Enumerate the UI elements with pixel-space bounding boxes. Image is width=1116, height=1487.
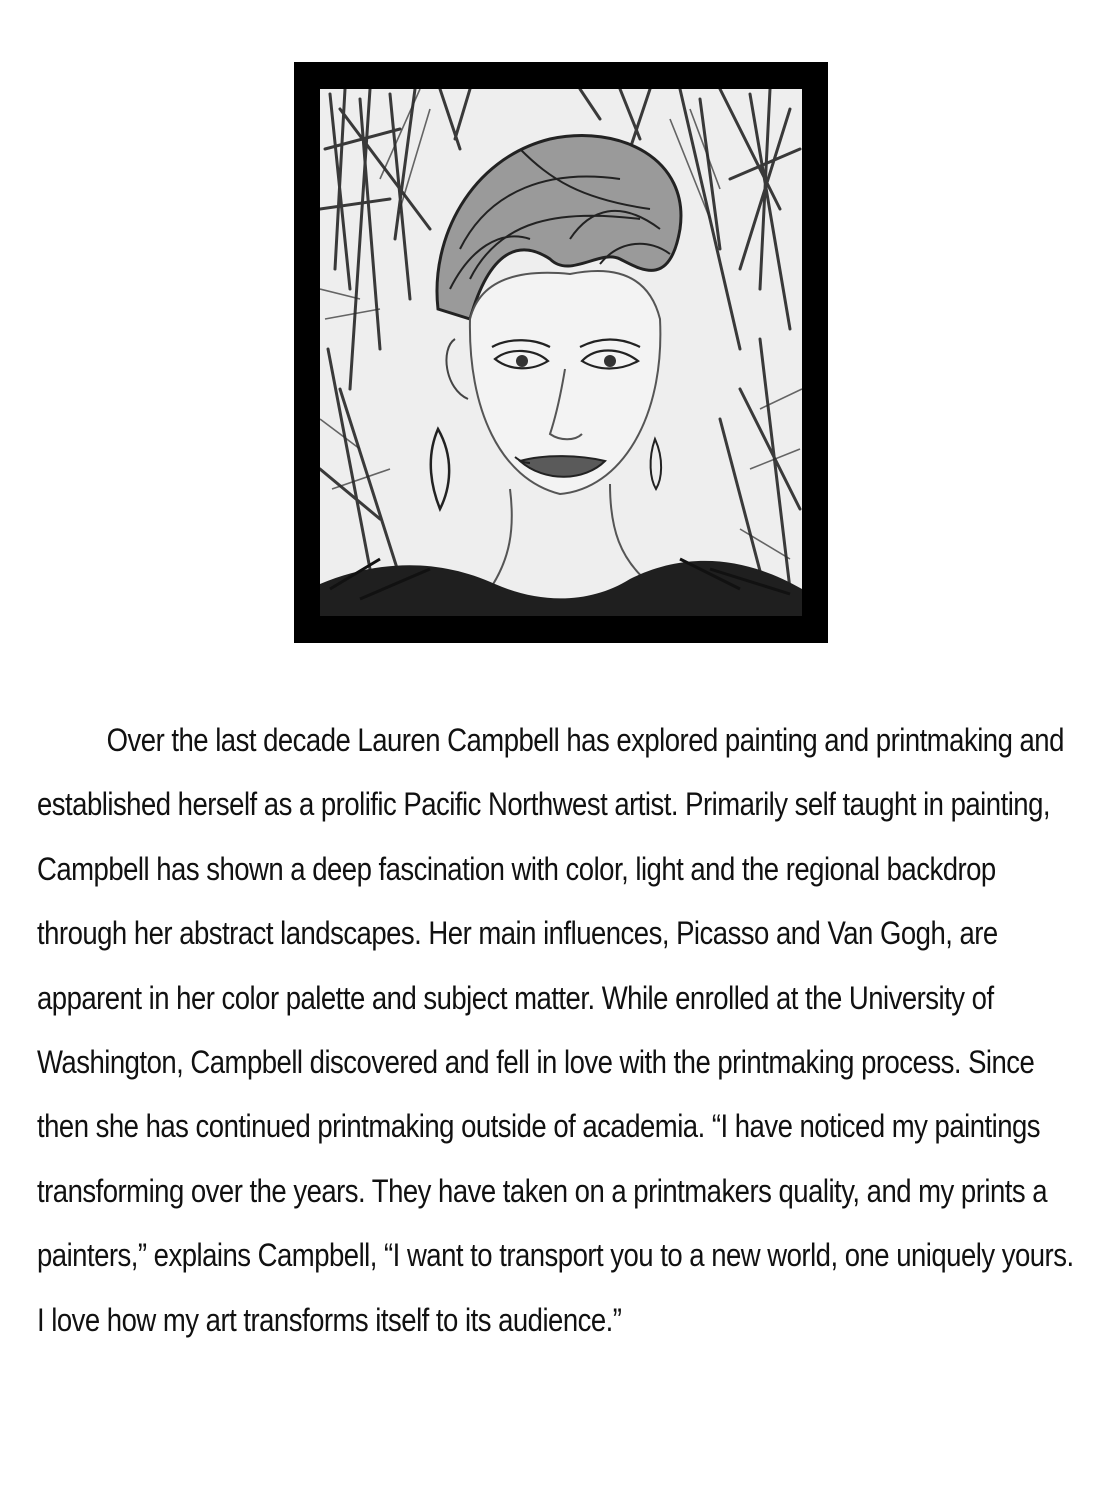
portrait-frame: [294, 62, 828, 643]
charcoal-portrait-drawing: [320, 89, 802, 616]
artist-bio-paragraph: Over the last decade Lauren Campbell has explored painting and printmaking and established herself as a prolific Pacific Northwest artist. Primarily self taught in painting, Campbell has shown a deep fascination with color, light and the regional backdrop through her abstract landscapes. Her main influences, Picasso and Van Gogh, are apparent in her color palette and subject matter. While enrolled at the University of Washington, Campbell discovered and fell in love with the printmaking process. Since then she has continued printmaking outside of academia. “I have noticed my paintings transforming over the years. They have taken on a printmakers quality, and my prints a painters,” explains Campbell, “I want to transport you to a new world, one uniquely yours. I love how my art transforms itself to its audience.”: [37, 722, 1074, 1338]
portrait-sketch-svg: [320, 89, 802, 616]
